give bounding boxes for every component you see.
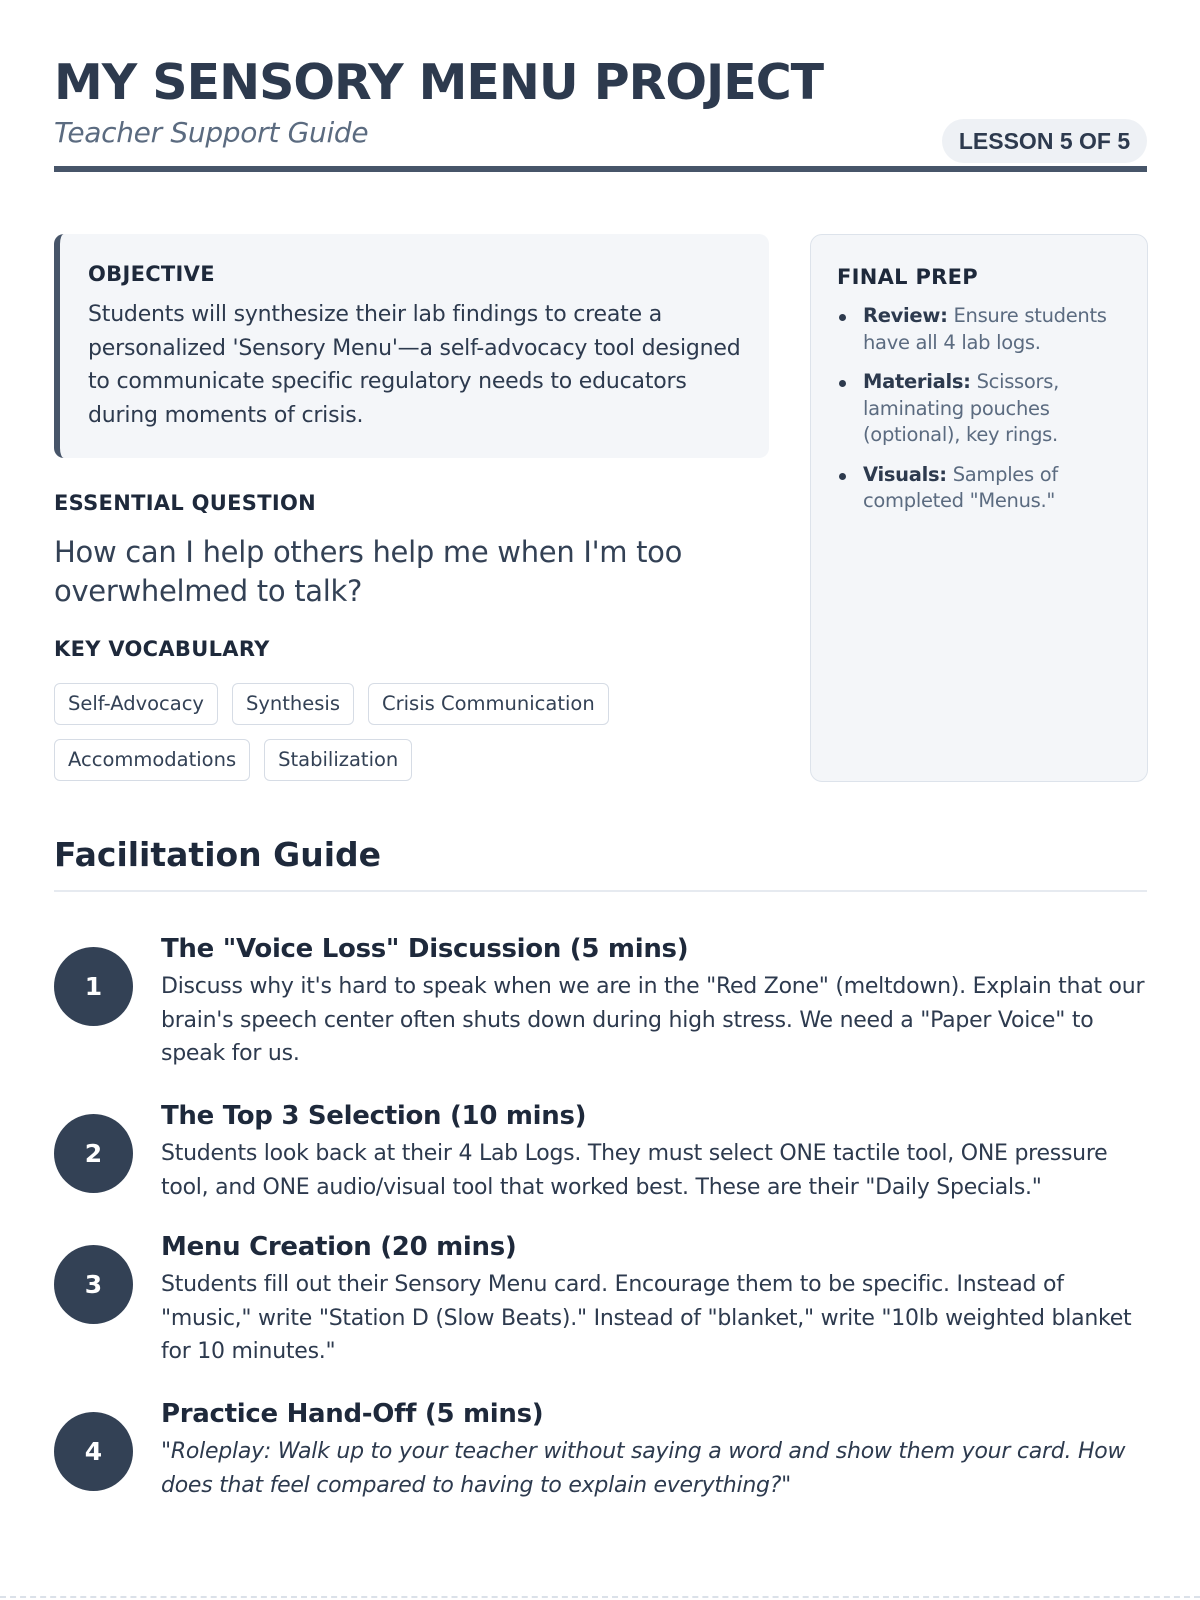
step-title: Practice Hand-Off (5 mins) xyxy=(161,1399,544,1429)
step-number-badge: 3 xyxy=(54,1245,133,1324)
step-3 xyxy=(54,1230,1147,1397)
step-text: "Roleplay: Walk up to your teacher without saying a word and show them your card. How does that feel compared to having to explain everything?" xyxy=(161,1439,1126,1498)
final-prep-list xyxy=(837,303,1121,515)
step-2 xyxy=(54,1099,1147,1230)
page-bottom-divider xyxy=(0,1596,1200,1598)
prep-item-key: Review: xyxy=(863,304,948,327)
step-number-badge: 2 xyxy=(54,1114,133,1193)
vocab-tag-crisis-communication: Crisis Communication xyxy=(368,683,609,725)
prep-item-text: Scissors, laminating pouches (optional), key rings. xyxy=(863,370,1060,446)
vocabulary-label: KEY VOCABULARY xyxy=(54,637,270,661)
essential-question-label: ESSENTIAL QUESTION xyxy=(54,491,316,515)
vocabulary-list xyxy=(54,683,769,781)
objective-label: OBJECTIVE xyxy=(88,262,215,286)
vocab-tag-accommodations: Accommodations xyxy=(54,739,250,781)
step-4 xyxy=(54,1397,1147,1502)
step-number-badge: 4 xyxy=(54,1412,133,1491)
lesson-badge: LESSON 5 OF 5 xyxy=(942,119,1147,163)
page-title: MY SENSORY MENU PROJECT xyxy=(54,54,824,111)
step-title: The Top 3 Selection (10 mins) xyxy=(161,1101,587,1131)
essential-question-text: How can I help others help me when I'm too overwhelmed to talk? xyxy=(54,535,683,608)
header-subtitle-row xyxy=(54,114,1147,172)
prep-item-text: Ensure students have all 4 lab logs. xyxy=(863,304,1107,354)
prep-item-materials xyxy=(837,369,1121,449)
lesson-document xyxy=(54,54,1147,1498)
prep-item-review xyxy=(837,303,1121,356)
vocab-tag-stabilization: Stabilization xyxy=(264,739,412,781)
step-title: The "Voice Loss" Discussion (5 mins) xyxy=(161,934,689,964)
objective-card xyxy=(54,234,769,458)
step-number-badge: 1 xyxy=(54,947,133,1026)
vocab-tag-synthesis: Synthesis xyxy=(232,683,354,725)
page-subtitle: Teacher Support Guide xyxy=(54,116,369,149)
prep-item-key: Visuals: xyxy=(863,462,947,486)
final-prep-label: FINAL PREP xyxy=(837,265,978,289)
step-text: Discuss why it's hard to speak when we are in the "Red Zone" (meltdown). Explain that our brain's speech center often shuts down during high stress. We need a "Paper Voice" to speak for us. xyxy=(161,974,1145,1066)
facilitation-steps xyxy=(54,932,1147,1502)
step-1 xyxy=(54,932,1147,1099)
step-text: Students fill out their Sensory Menu card. Encourage them to be specific. Instead of "music," write "Station D (Slow Beats)." Instead of "blanket," write "10lb weighted blanket for 10 minutes." xyxy=(161,1272,1132,1364)
objective-text: Students will synthesize their lab findings to create a personalized 'Sensory Menu'—a self-advocacy tool designed to communicate specific regulatory needs to educators during moments of crisis. xyxy=(88,302,741,428)
facilitation-guide-heading: Facilitation Guide xyxy=(54,835,1147,892)
prep-item-text: Samples of completed "Menus." xyxy=(863,462,1058,512)
vocab-tag-self-advocacy: Self-Advocacy xyxy=(54,683,218,725)
step-text: Students look back at their 4 Lab Logs. They must select ONE tactile tool, ONE pressure tool, and ONE audio/visual tool that worked best. These are their "Daily Specials." xyxy=(161,1141,1108,1200)
step-title: Menu Creation (20 mins) xyxy=(161,1232,517,1262)
prep-item-key: Materials: xyxy=(863,370,971,393)
prep-item-visuals xyxy=(837,462,1121,515)
final-prep-card xyxy=(810,234,1148,782)
